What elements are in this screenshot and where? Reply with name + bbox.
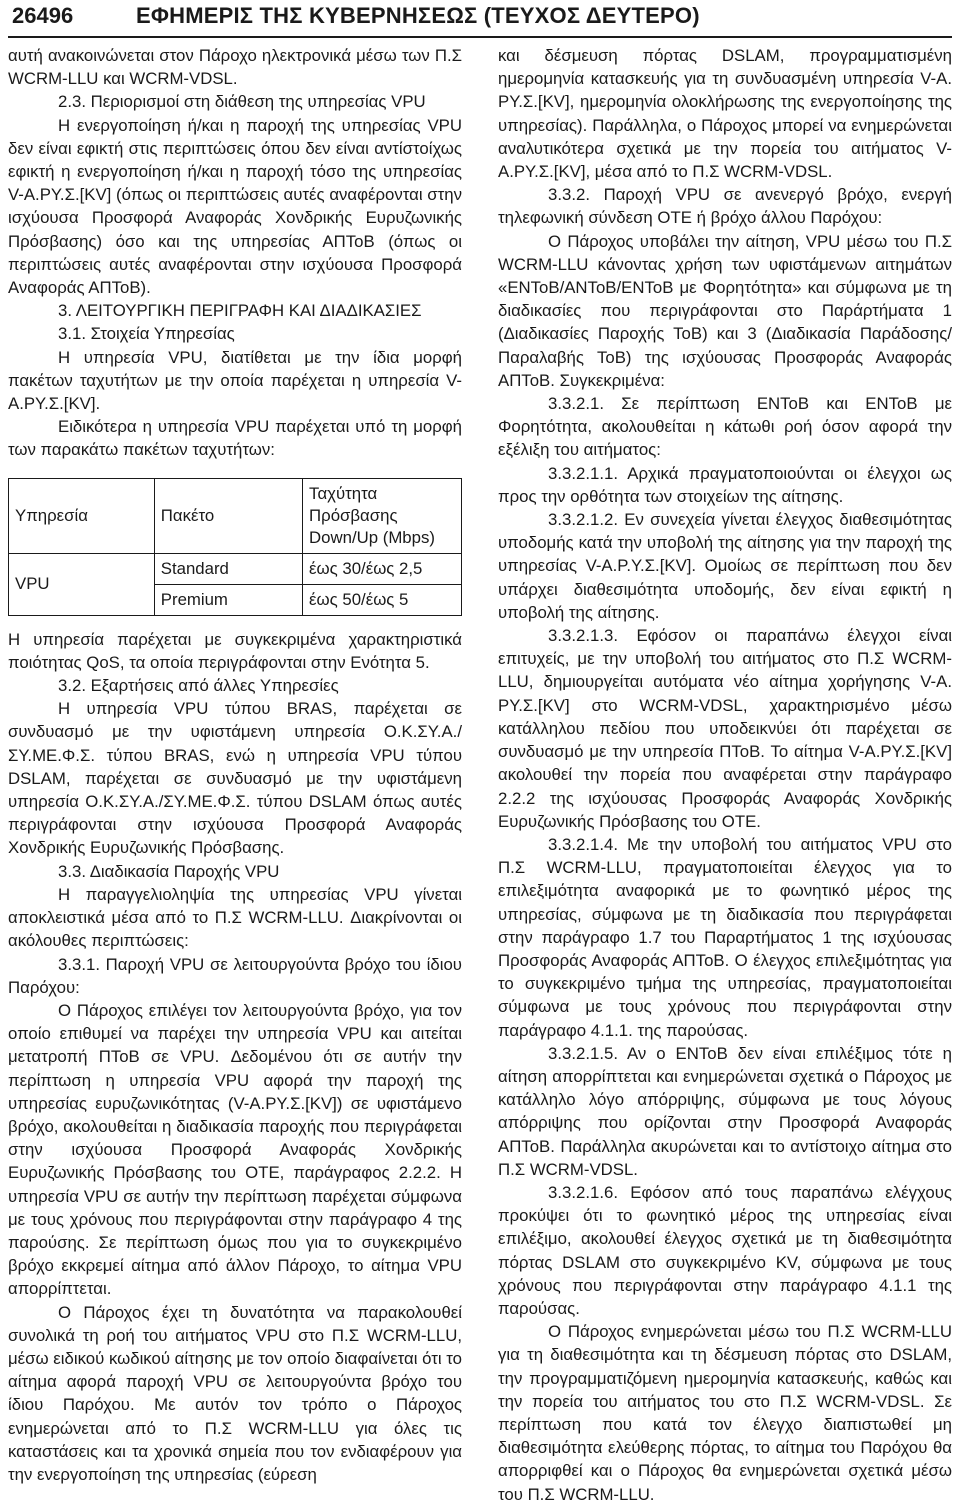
- speed-cell: έως 30/έως 2,5: [303, 553, 462, 584]
- paragraph: 3.3.2.1. Σε περίπτωση ΕΝΤοΒ και ΕΝΤοΒ με Φορητότητα, ακολουθείται η κάτωθι ροή όσον αφορά την εξέλιξη του αιτήματος:: [498, 394, 952, 460]
- left-column: [8, 44, 462, 1486]
- right-column: [498, 44, 952, 1506]
- paragraph: Η ενεργοποίηση ή/και η παροχή της υπηρεσίας VPU δεν είναι εφικτή στις περιπτώσεις όπου δεν είναι αντίστοίχως εφικτή η ενεργοποίηση ή/και η παροχή τόσο της υπηρεσίας V-A.PY.Σ.[KV] (όπως οι περιπτώσεις αυτές αναφέρονται στην ισχύουσα Προσφορά Αναφοράς Χονδρικής Ευρυζωνικής Πρόσβασης) όσο και της υπηρεσίας ΑΠΤοΒ (όπως οι περιπτώσεις αυτές αναφέρονται στην ισχύουσα Προσφορά Αναφοράς ΑΠΤοΒ).: [8, 115, 462, 298]
- page-number: 26496: [12, 3, 74, 28]
- header-cell-speed: Ταχύτητα Πρόσβασης Down/Up (Mbps): [303, 478, 462, 553]
- paragraph: αυτή ανακοινώνεται στον Πάροχο ηλεκτρονικά μέσω των Π.Σ WCRM-LLU και WCRM-VDSL.: [8, 46, 462, 89]
- header-cell-service: Υπηρεσία: [9, 478, 155, 553]
- paragraph: και δέσμευση πόρτας DSLAM, προγραμματισμένη ημερομηνία κατασκευής για τη συνδυασμένη υπηρεσία V-A. PY.Σ.[KV], ημερομηνία ολοκλήρωσης της ενεργοποίησης της υπηρεσίας). Παράλληλα, ο Πάροχος μπορεί να ενημερώνεται αναλυτικότερα σχετικά με την πορεία του αιτήματος V-A.PY.Σ.[KV], μέσα από το Π.Σ WCRM-VDSL.: [498, 46, 952, 182]
- section-heading: 3.3. Διαδικασία Παροχής VPU: [58, 861, 280, 881]
- table-header-row: [9, 478, 462, 553]
- paragraph: Ειδικότερα η υπηρεσία VPU παρέχεται υπό τη μορφή των παρακάτω πακέτων ταχυτήτων:: [8, 417, 462, 460]
- speed-packages-table: [8, 478, 462, 616]
- paragraph: 3.3.2.1.6. Εφόσον από τους παραπάνω ελέγχους προκύψει ότι το φωνητικό μέρος της υπηρεσίας είναι επιλέξιμο, ακολουθεί έλεγχος σχετικά με τη διαθεσιμότητα πόρτας DSLAM στο συγκεκριμένο KV, σύμφωνα με τους χρόνους που περιγράφονται στην παράγραφο 4.1.1 της παρούσας.: [498, 1182, 952, 1318]
- paragraph: 3.3.2.1.5. Αν ο ΕΝΤοΒ δεν είναι επιλέξιμος τότε η αίτηση απορρίπτεται και ενημερώνεται σχετικά ο Πάροχος με κατάλληλο λόγο απόρριψης, σύμφωνα με τους λόγους απόρριψης που ορίζονται στην Προσφορά Αναφοράς ΑΠΤοΒ. Παράλληλα ακυρώνεται και το αντίστοιχο αίτημα στο Π.Σ WCRM-VDSL.: [498, 1043, 952, 1179]
- paragraph: Η υπηρεσία παρέχεται με συγκεκριμένα χαρακτηριστικά ποιότητας QoS, τα οποία περιγράφονται στην Ενότητα 5.: [8, 629, 462, 672]
- paragraph: 3.3.2.1.2. Εν συνεχεία γίνεται έλεγχος διαθεσιμότητας υποδομής κατά την υποβολή της αίτησης για την παροχή της υπηρεσίας V-A.P.Y.Σ.[KV]. Ομοίως σε περίπτωση που δεν υπάρχει διαθεσιμότητα υποδομής, δεν είναι εφικτή η υποβολή της αίτησης.: [498, 510, 952, 622]
- package-cell: Standard: [154, 553, 302, 584]
- package-cell: Premium: [154, 584, 302, 615]
- service-cell: VPU: [9, 553, 155, 615]
- section-heading: 3.3.2. Παροχή VPU σε ανενεργό βρόχο, ενεργή τηλεφωνική σύνδεση ΟΤΕ ή βρόχο άλλου Παρόχου:: [498, 185, 952, 228]
- paragraph: Η παραγγελιοληψία της υπηρεσίας VPU γίνεται αποκλειστικά μέσα από το Π.Σ WCRM-LLU. Διακρίνονται οι ακόλουθες περιπτώσεις:: [8, 884, 462, 951]
- paragraph: Ο Πάροχος έχει τη δυνατότητα να παρακολουθεί συνολικά τη ροή του αιτήματος VPU στο Π.Σ WCRM-LLU, μέσω ειδικού κωδικού αίτησης με τον οποίο διαφαίνεται ότι το αίτημα αφορά παροχή VPU σε λειτουργούντα βρόχο του ίδιου Παρόχου. Με αυτόν τον τρόπο ο Πάροχος ενημερώνεται από το Π.Σ WCRM-LLU για όλες τις καταστάσεις και τα χρονικά σημεία που τον ενδιαφέρουν για την ενεργοποίηση της υπηρεσίας (εύρεση: [8, 1302, 462, 1484]
- section-heading: 3.3.1. Παροχή VPU σε λειτουργούντα βρόχο του ίδιου Παρόχου:: [8, 954, 462, 997]
- paragraph: 3.3.2.1.4. Με την υποβολή του αιτήματος VPU στο Π.Σ WCRM-LLU, πραγματοποιείται έλεγχος για το επιλεξιμότητα αναφορικά με το φωνητικό μέρος της υπηρεσίας, σύμφωνα με τη διαδικασία που περιγράφεται στην παράγραφο 1.7 του Παραρτήματος 1 της ισχύουσας Προσφοράς Αναφοράς ΑΠΤοΒ. Ο έλεγχος επιλεξιμότητας για το συγκεκριμένο τμήμα της υπηρεσίας, πραγματοποιείται σύμφωνα με τους χρόνους που περιγράφονται στην παράγραφο 4.1.1. της παρούσας.: [498, 834, 952, 1040]
- section-heading: 3.1. Στοιχεία Υπηρεσίας: [58, 324, 235, 344]
- table-row: [9, 553, 462, 584]
- paragraph: Ο Πάροχος υποβάλει την αίτηση, VPU μέσω του Π.Σ WCRM-LLU κάνοντας χρήση των υφιστάμενων αιτημάτων «ΕΝΤοΒ/ΑΝΤοΒ/ΕΝΤοΒ με Φορητότητα» και σύμφωνα με τη διαδικασίες που περιγράφονται στο Παράρτήματα 1 (Διαδικασίες Παροχής ΤοΒ) και 3 (Διαδικασία Παράδοσης/Παραλαβής ΤοΒ) της ισχύουσας Προσφοράς Αναφοράς ΑΠΤοΒ. Συγκεκριμένα:: [498, 231, 952, 390]
- section-heading: 3.2. Εξαρτήσεις από άλλες Υπηρεσίες: [58, 676, 339, 696]
- header-cell-package: Πακέτο: [154, 478, 302, 553]
- gazette-title: ΕΦΗΜΕΡΙΣ ΤΗΣ ΚΥΒΕΡΝΗΣΕΩΣ (ΤΕΥΧΟΣ ΔΕΥΤΕΡΟ): [136, 3, 700, 28]
- paragraph: Η υπηρεσία VPU τύπου BRAS, παρέχεται σε συνδυασμό με την υφιστάμενη υπηρεσία Ο.Κ.ΣΥ.Α./ΣΥ.ΜΕ.Φ.Σ. τύπου BRAS, ενώ η υπηρεσία VPU τύπου DSLAM, παρέχεται σε συνδυασμό με την υφιστάμενη υπηρεσία Ο.Κ.ΣΥ.Α./ΣΥ.ΜΕ.Φ.Σ. τύπου DSLAM όπως αυτές περιγράφονται στην ισχύουσα Προσφορά Αναφοράς Χονδρικής Ευρυζωνικής Πρόσβασης.: [8, 699, 462, 858]
- section-heading: 2.3. Περιορισμοί στη διάθεση της υπηρεσίας VPU: [58, 92, 426, 112]
- paragraph: Ο Πάροχος επιλέγει τον λειτουργούντα βρόχο, για τον οποίο επιθυμεί να παρέχει την υπηρεσία VPU και αιτείται μετατροπή ΠΤοΒ σε VPU. Δεδομένου ότι σε αυτήν την περίπτωση η υπηρεσία VPU αφορά την παροχή της υπηρεσίας ευρυζωνικότητας (V-A.PY.Σ.[KV]) σε υφιστάμενο βρόχο, ακολουθείται η διαδικασία παροχής που περιγράφεται στην ισχύουσα Προσφορά Αναφοράς Χονδρικής Ευρυζωνικής Πρόσβασης του ΟΤΕ, παράγραφος 2.2.2. Η υπηρεσία VPU σε αυτήν την περίπτωση παρέχεται σύμφωνα με τους χρόνους που περιγράφονται στην παράγραφο 4 της παρούσης. Σε περίπτωση όμως που για το συγκεκριμένο βρόχο εκκρεμεί αίτημα από άλλον Πάροχο, το αίτημα VPU απορρίπτεται.: [8, 1000, 462, 1299]
- paragraph: 3.3.2.1.1. Αρχικά πραγματοποιούνται οι έλεγχοι ως προς την ορθότητα των στοιχείων της αίτησης.: [498, 463, 952, 506]
- section-heading: 3. ΛΕΙΤΟΥΡΓΙΚΗ ΠΕΡΙΓΡΑΦΗ ΚΑΙ ΔΙΑΔΙΚΑΣΙΕΣ: [58, 301, 422, 321]
- paragraph: Η υπηρεσία VPU, διατίθεται με την ίδια μορφή πακέτων ταχυτήτων με την οποία παρέχεται η υπηρεσία V-A.PY.Σ.[KV].: [8, 347, 462, 414]
- page-header: [8, 0, 952, 38]
- paragraph: 3.3.2.1.3. Εφόσον οι παραπάνω έλεγχοι είναι επιτυχείς, με την υποβολή του αιτήματος στο Π.Σ WCRM-LLU, δημιουργείται αυτόματα νέο αίτημα χορήγησης V-A. PY.Σ.[KV] στο WCRM-VDSL, χαρακτηρισμένο μέσω κατάλληλου πεδίου που υποδεικνύει ότι παρέχεται σε συνδυασμό με την υπηρεσία ΠΤοΒ. Το αίτημα V-A.PY.Σ.[KV] ακολουθεί την πορεία που αναφέρεται στην παράγραφο 2.2.2 της ισχύουσας Προσφοράς Αναφοράς Χονδρικής Ευρυζωνικής Πρόσβασης του ΟΤΕ.: [498, 626, 952, 831]
- paragraph: Ο Πάροχος ενημερώνεται μέσω του Π.Σ WCRM-LLU για τη διαθεσιμότητα και τη δέσμευση πόρτας στο DSLAM, την προγραμματιζόμενη ημερομηνία κατασκευής, καθώς και την πορεία του αιτήματος του στο Π.Σ WCRM-VDSL. Σε περίπτωση που κατά τον έλεγχο διαπιστωθεί μη διαθεσιμότητα ελεύθερης πόρτας, το αίτημα του Παρόχου θα απορριφθεί και ο Πάροχος θα ενημερώνεται σχετικά μέσω του Π.Σ WCRM-LLU.: [498, 1322, 952, 1504]
- speed-cell: έως 50/έως 5: [303, 584, 462, 615]
